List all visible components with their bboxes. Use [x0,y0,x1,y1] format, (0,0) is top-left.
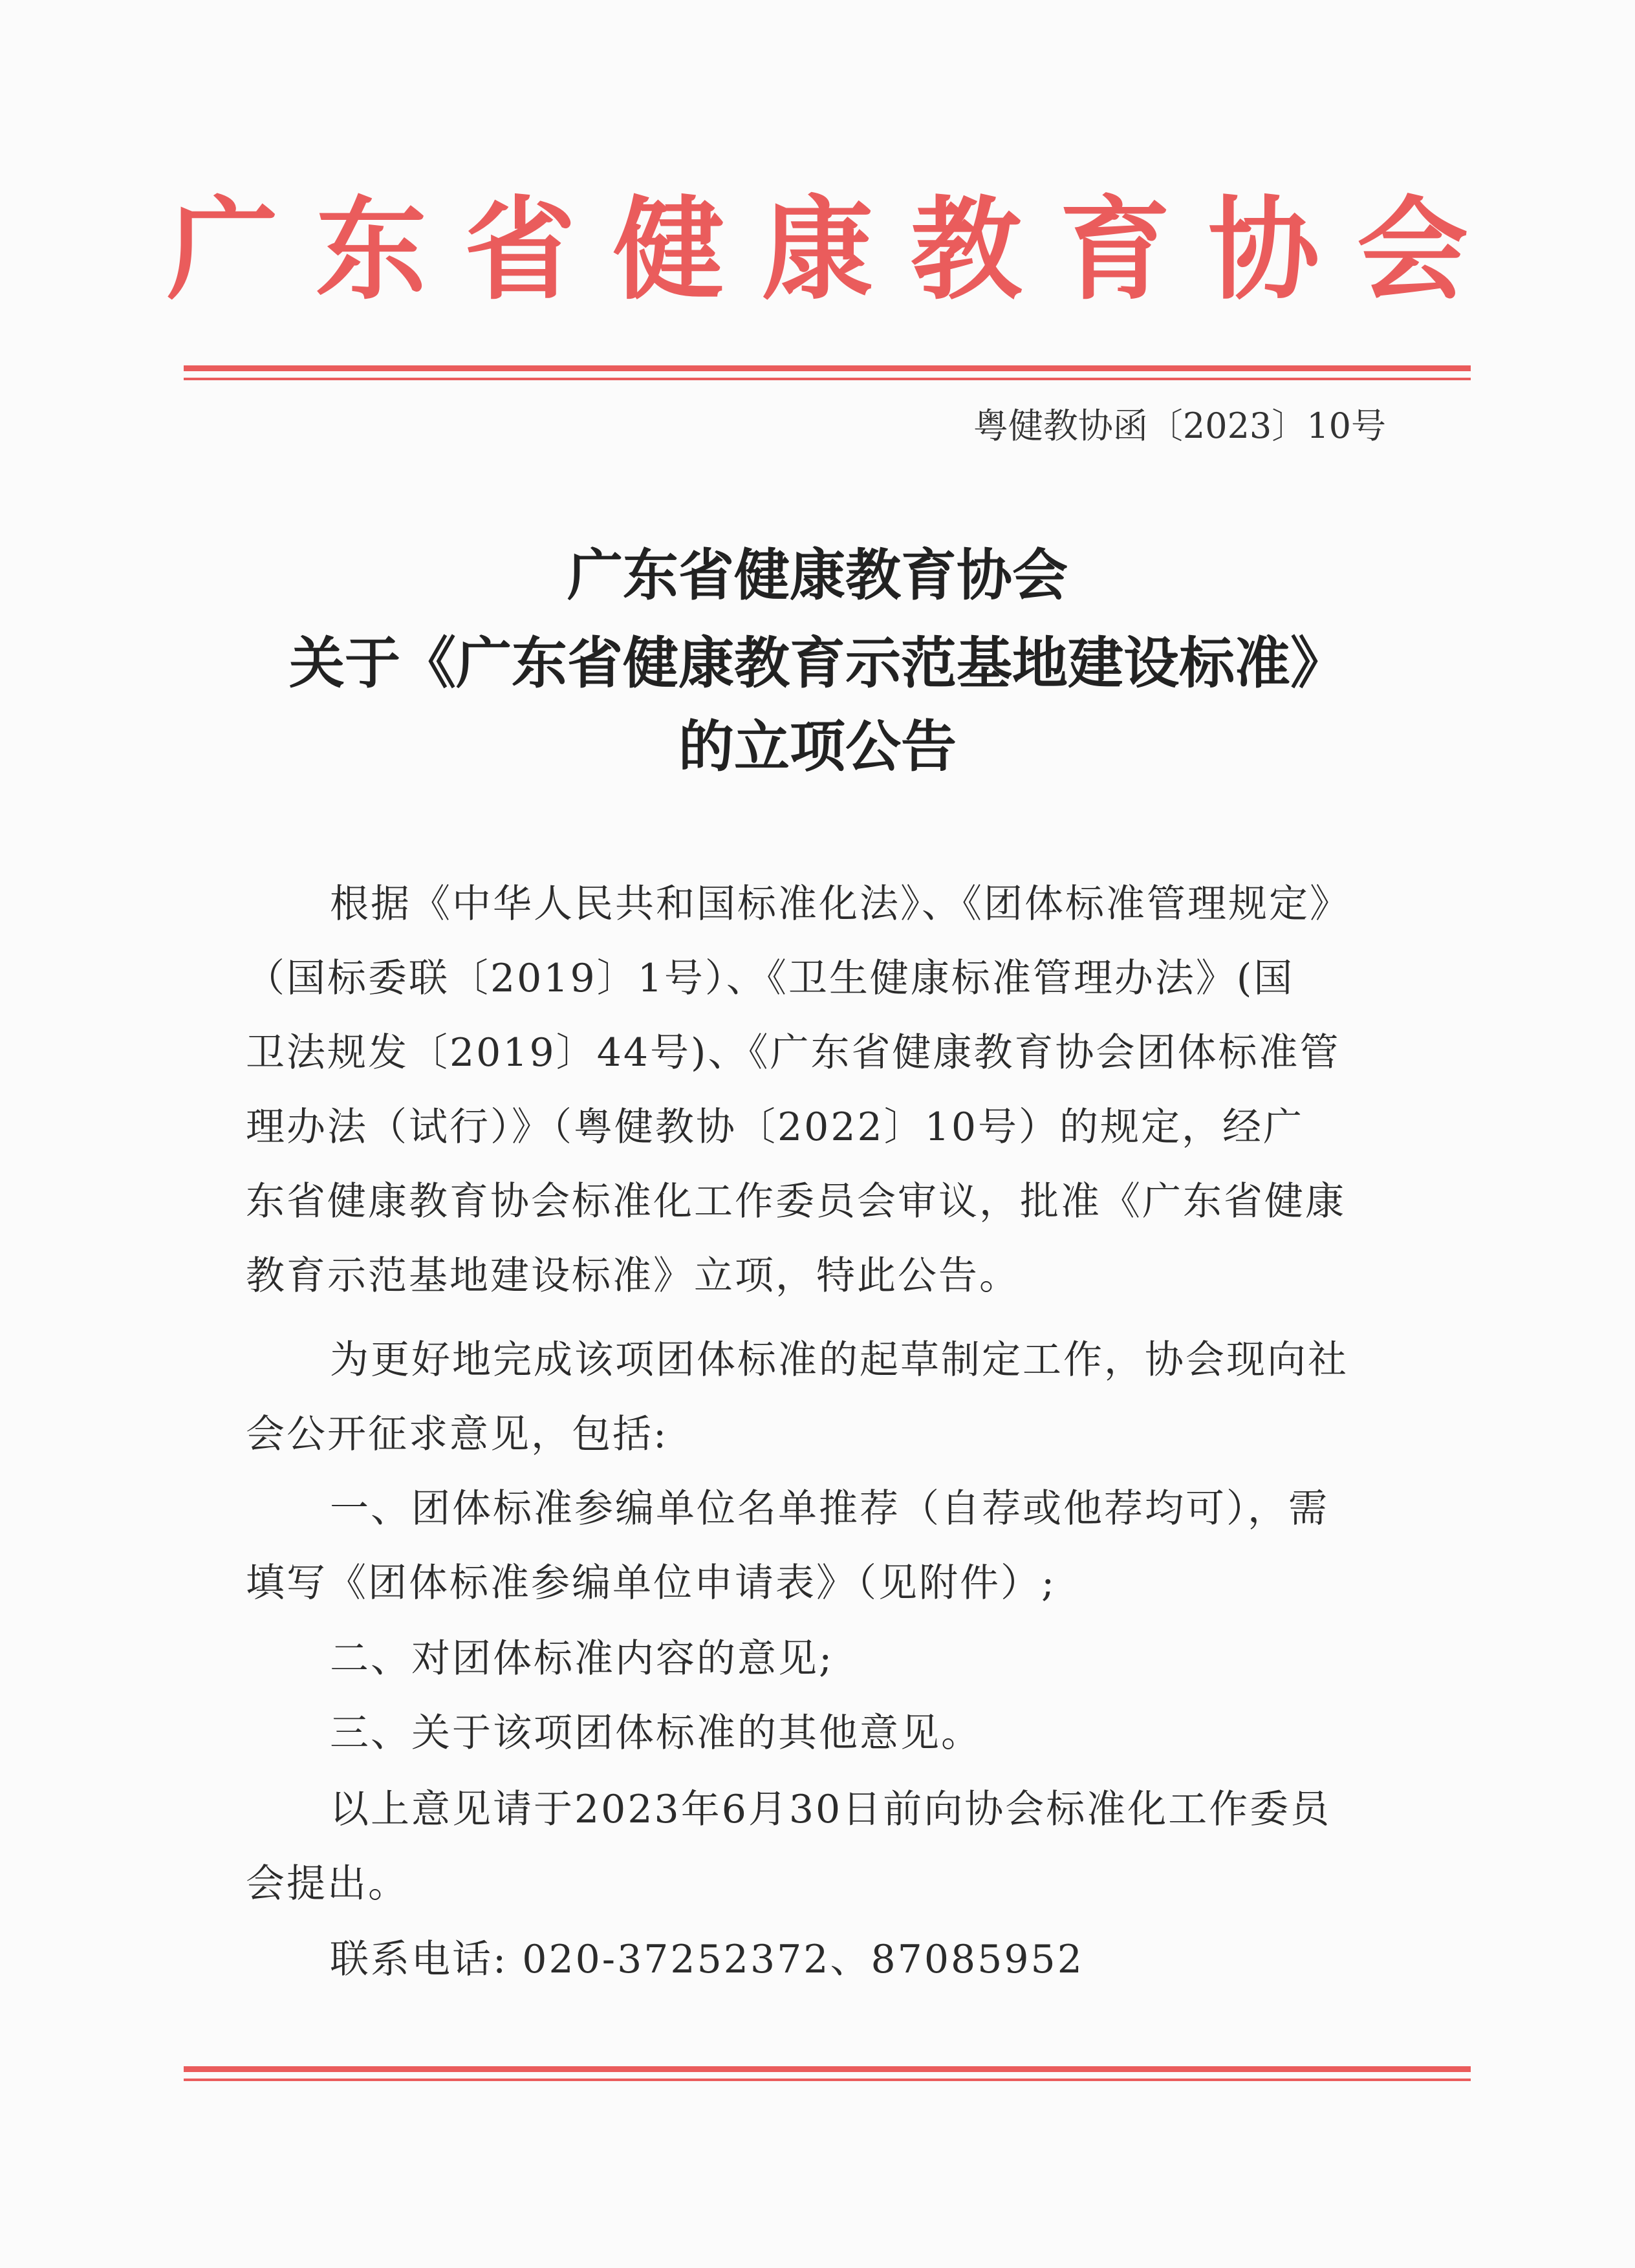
body-line: 会提出。 [246,1861,409,1906]
body-line: 一、团体标准参编单位名单推荐（自荐或他荐均可），需 [330,1486,1329,1531]
contact-phone: 联系电话: 020-37252372、87085952 [330,1937,1084,1982]
body-line: 根据《中华人民共和国标准化法》、《团体标准管理规定》 [330,881,1350,927]
body-line: 为更好地完成该项团体标准的起草制定工作，协会现向社 [330,1337,1348,1383]
body-line: 二、对团体标准内容的意见; [330,1636,834,1681]
body-line: 东省健康教育协会标准化工作委员会审议，批准《广东省健康 [246,1179,1346,1224]
letterhead-rule-thin [184,378,1471,380]
body-line: （国标委联〔2019〕1号）、《卫生健康标准管理办法》(国 [246,956,1295,1001]
body-line: 教育示范基地建设标准》立项，特此公告。 [246,1253,1020,1299]
body-line: 三、关于该项团体标准的其他意见。 [330,1711,982,1756]
body-line: 理办法（试行）》（粤健教协〔2022〕10号）的规定，经广 [246,1105,1305,1150]
footer-rule-thick [184,2066,1471,2072]
footer-rule-thin [184,2079,1471,2081]
title-line-3: 的立项公告 [678,714,957,779]
body-line: 卫法规发〔2019〕44号)、《广东省健康教育协会团体标准管 [246,1030,1341,1075]
body-line: 填写《团体标准参编单位申请表》（见附件）; [246,1561,1057,1606]
body-line: 会公开征求意见，包括: [246,1412,669,1457]
document-number: 粤健教协函〔2023〕10号 [973,405,1386,446]
title-line-2: 关于《广东省健康教育示范基地建设标准》 [289,631,1346,696]
body-line: 以上意见请于2023年6月30日前向协会标准化工作委员 [330,1787,1332,1832]
title-line-1: 广东省健康教育协会 [567,543,1068,608]
letterhead-rule-thick [184,365,1471,371]
letterhead-org-name: 广东省健康教育协会 [167,184,1506,315]
